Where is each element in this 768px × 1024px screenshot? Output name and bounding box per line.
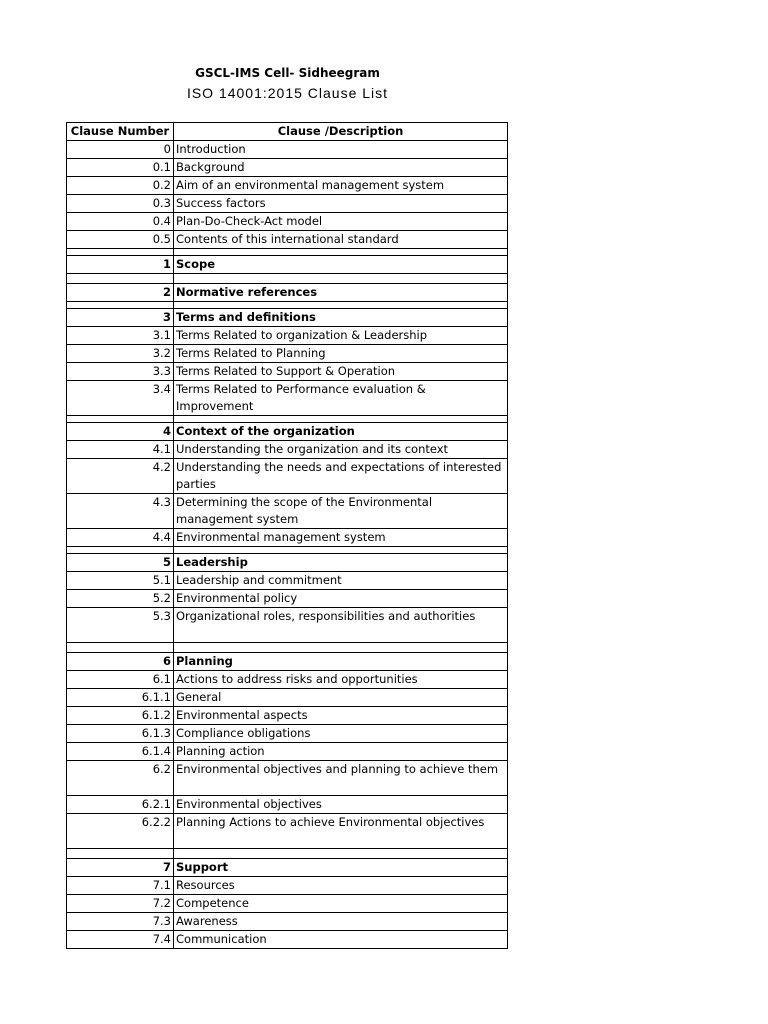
clause-number-cell: 2	[67, 284, 174, 302]
table-row	[67, 177, 508, 195]
table-row	[67, 761, 508, 796]
clause-number-cell: 0.4	[67, 213, 174, 231]
document-title: ISO 14001:2015 Clause List	[186, 85, 389, 101]
clause-number-cell: 4	[67, 423, 174, 441]
clause-description-cell: Leadership	[174, 554, 508, 572]
column-header-description: Clause /Description	[174, 123, 508, 141]
clause-number-cell: 3.1	[67, 327, 174, 345]
clause-number-cell: 7.4	[67, 931, 174, 949]
clause-number-cell: 7.1	[67, 877, 174, 895]
clause-description-cell: Terms Related to Planning	[174, 345, 508, 363]
table-row	[67, 213, 508, 231]
clause-description-cell: Contents of this international standard	[174, 231, 508, 249]
clause-number-cell: 0.2	[67, 177, 174, 195]
table-row	[67, 231, 508, 249]
clause-description-cell: Terms Related to Performance evaluation & Improvement	[174, 381, 508, 416]
clause-description-cell: Environmental policy	[174, 590, 508, 608]
clause-description-cell: Determining the scope of the Environmental management system	[174, 494, 508, 529]
clause-number-cell	[67, 274, 174, 284]
table-row	[67, 141, 508, 159]
clause-description-cell: Environmental objectives and planning to achieve them	[174, 761, 508, 796]
clause-number-cell: 5.1	[67, 572, 174, 590]
clause-description-cell	[174, 274, 508, 284]
clause-description-cell: Understanding the organization and its context	[174, 441, 508, 459]
table-row	[67, 363, 508, 381]
clause-number-cell: 6.1	[67, 671, 174, 689]
clause-description-cell	[174, 547, 508, 554]
table-row	[67, 796, 508, 814]
table-row	[67, 345, 508, 363]
clause-description-cell: Planning Actions to achieve Environmental objectives	[174, 814, 508, 849]
clause-description-cell: Success factors	[174, 195, 508, 213]
table-row	[67, 877, 508, 895]
table-row	[67, 707, 508, 725]
clause-number-cell: 6.1.4	[67, 743, 174, 761]
clause-number-cell: 6	[67, 653, 174, 671]
clause-number-cell: 6.2.2	[67, 814, 174, 849]
table-row	[67, 895, 508, 913]
clause-description-cell: Context of the organization	[174, 423, 508, 441]
clause-number-cell: 0	[67, 141, 174, 159]
clause-number-cell: 0.1	[67, 159, 174, 177]
table-row	[67, 284, 508, 302]
table-row	[67, 725, 508, 743]
clause-number-cell: 6.1.2	[67, 707, 174, 725]
clause-description-cell: Leadership and commitment	[174, 572, 508, 590]
clause-number-cell	[67, 416, 174, 423]
clause-number-cell: 3.3	[67, 363, 174, 381]
clause-description-cell: Organizational roles, responsibilities and authorities	[174, 608, 508, 643]
clause-number-cell: 6.1.1	[67, 689, 174, 707]
table-row	[67, 327, 508, 345]
clause-number-cell: 6.2	[67, 761, 174, 796]
clause-number-cell: 7	[67, 859, 174, 877]
table-row	[67, 671, 508, 689]
clause-number-cell: 1	[67, 256, 174, 274]
clause-table-body	[67, 141, 508, 949]
clause-number-cell: 4.3	[67, 494, 174, 529]
clause-number-cell	[67, 249, 174, 256]
clause-number-cell	[67, 302, 174, 309]
clause-description-cell: Planning	[174, 653, 508, 671]
clause-description-cell: Understanding the needs and expectations of interested parties	[174, 459, 508, 494]
clause-description-cell: Environmental objectives	[174, 796, 508, 814]
table-row	[67, 159, 508, 177]
spacer-row	[67, 249, 508, 256]
table-row	[67, 494, 508, 529]
clause-description-cell	[174, 416, 508, 423]
clause-description-cell: Support	[174, 859, 508, 877]
clause-description-cell	[174, 249, 508, 256]
clause-number-cell	[67, 849, 174, 859]
spacer-row	[67, 643, 508, 653]
clause-number-cell: 4.2	[67, 459, 174, 494]
table-row	[67, 608, 508, 643]
spacer-row	[67, 416, 508, 423]
table-row	[67, 913, 508, 931]
spacer-row	[67, 547, 508, 554]
table-row	[67, 743, 508, 761]
table-row	[67, 653, 508, 671]
clause-number-cell	[67, 643, 174, 653]
clause-description-cell: Environmental aspects	[174, 707, 508, 725]
spacer-row	[67, 302, 508, 309]
table-row	[67, 441, 508, 459]
clause-number-cell: 4.4	[67, 529, 174, 547]
clause-description-cell	[174, 849, 508, 859]
table-row	[67, 689, 508, 707]
clause-number-cell: 3.2	[67, 345, 174, 363]
table-row	[67, 554, 508, 572]
clause-number-cell: 4.1	[67, 441, 174, 459]
table-row	[67, 381, 508, 416]
table-row	[67, 931, 508, 949]
clause-description-cell: Actions to address risks and opportunities	[174, 671, 508, 689]
table-row	[67, 572, 508, 590]
table-row	[67, 423, 508, 441]
clause-description-cell: Resources	[174, 877, 508, 895]
clause-description-cell: Normative references	[174, 284, 508, 302]
clause-description-cell: Terms and definitions	[174, 309, 508, 327]
spacer-row	[67, 849, 508, 859]
clause-number-cell: 0.5	[67, 231, 174, 249]
clause-description-cell: Planning action	[174, 743, 508, 761]
clause-number-cell: 3.4	[67, 381, 174, 416]
organization-heading: GSCL-IMS Cell- Sidheegram	[195, 66, 380, 80]
table-row	[67, 459, 508, 494]
clause-number-cell: 7.2	[67, 895, 174, 913]
clause-description-cell: Compliance obligations	[174, 725, 508, 743]
clause-description-cell: Introduction	[174, 141, 508, 159]
clause-table	[66, 122, 508, 949]
table-row	[67, 256, 508, 274]
clause-description-cell: Competence	[174, 895, 508, 913]
clause-number-cell: 6.1.3	[67, 725, 174, 743]
clause-number-cell: 7.3	[67, 913, 174, 931]
clause-description-cell: Terms Related to Support & Operation	[174, 363, 508, 381]
table-row	[67, 309, 508, 327]
clause-description-cell	[174, 643, 508, 653]
clause-number-cell: 5.2	[67, 590, 174, 608]
clause-description-cell: Communication	[174, 931, 508, 949]
clause-description-cell: Scope	[174, 256, 508, 274]
clause-number-cell: 5.3	[67, 608, 174, 643]
clause-description-cell: Environmental management system	[174, 529, 508, 547]
table-row	[67, 195, 508, 213]
clause-description-cell: Background	[174, 159, 508, 177]
clause-number-cell: 0.3	[67, 195, 174, 213]
table-row	[67, 590, 508, 608]
clause-number-cell: 6.2.1	[67, 796, 174, 814]
clause-number-cell: 5	[67, 554, 174, 572]
table-row	[67, 859, 508, 877]
table-row	[67, 814, 508, 849]
clause-description-cell: Awareness	[174, 913, 508, 931]
clause-description-cell: Plan-Do-Check-Act model	[174, 213, 508, 231]
table-header-row	[67, 123, 508, 141]
clause-description-cell: Aim of an environmental management system	[174, 177, 508, 195]
spacer-row	[67, 274, 508, 284]
clause-number-cell	[67, 547, 174, 554]
column-header-clause-number: Clause Number	[67, 123, 174, 141]
clause-number-cell: 3	[67, 309, 174, 327]
clause-description-cell: General	[174, 689, 508, 707]
clause-description-cell: Terms Related to organization & Leadership	[174, 327, 508, 345]
clause-description-cell	[174, 302, 508, 309]
table-row	[67, 529, 508, 547]
